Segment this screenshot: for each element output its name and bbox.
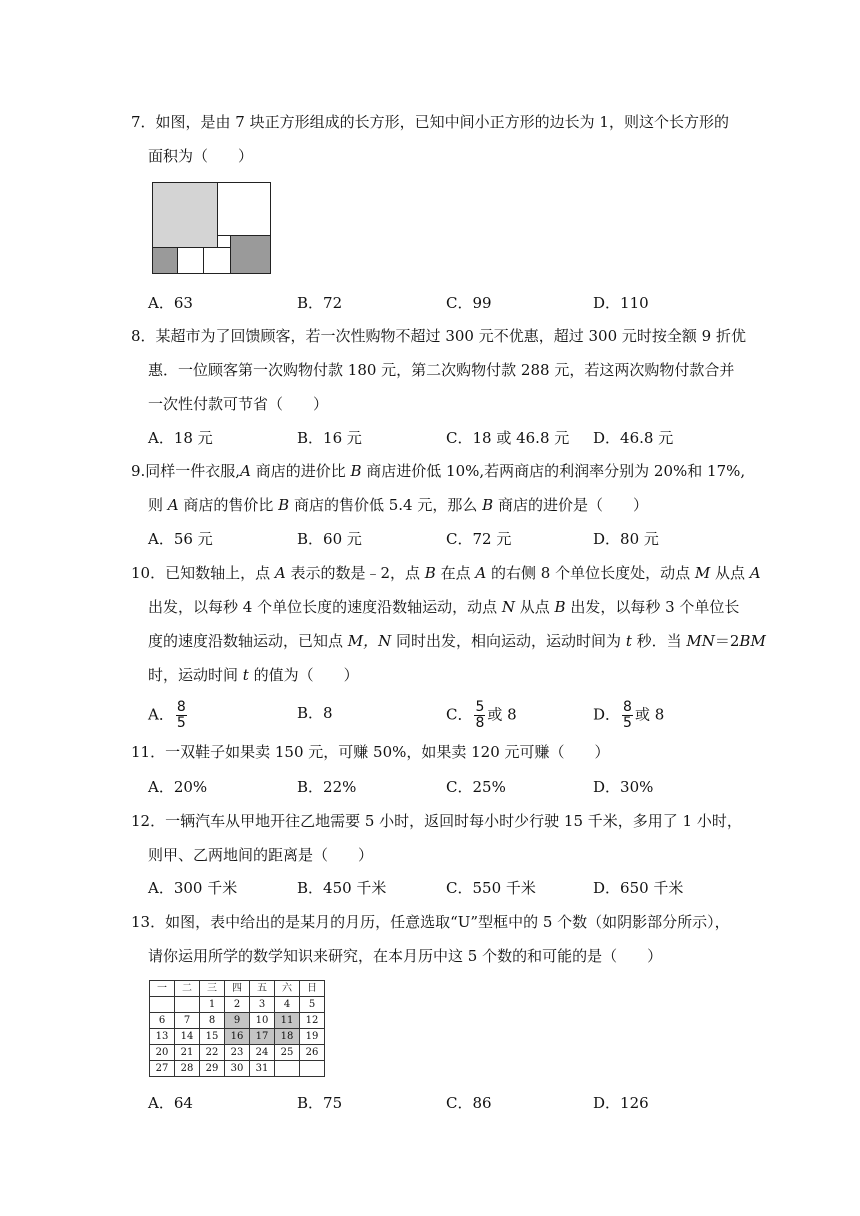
calendar-day-cell: 24 (250, 1045, 275, 1061)
q9-option-b: B．60 元 (297, 530, 362, 548)
q11-option-d: D．30% (593, 778, 654, 796)
rectangle-figure (152, 182, 271, 274)
q13-option-c: C．86 (446, 1094, 492, 1112)
q11-stem-line1: 11．一双鞋子如果卖 150 元，可赚 50%，如果卖 120 元可赚（ ） (131, 743, 610, 761)
calendar-day-cell: 18 (275, 1029, 300, 1045)
q12-option-b: B．450 千米 (297, 879, 387, 897)
q13-option-a: A．64 (148, 1094, 193, 1112)
calendar-week-row (150, 1013, 325, 1029)
q7-option-d: D．110 (593, 294, 649, 312)
calendar-header-row (150, 981, 325, 997)
calendar-day-cell (150, 997, 175, 1013)
calendar-day-cell: 11 (275, 1013, 300, 1029)
calendar-weekday: 日 (300, 981, 325, 997)
q12-option-c: C．550 千米 (446, 879, 536, 897)
q10-stem-line3: 度的速度沿数轴运动，已知点 M，N 同时出发，相向运动，运动时间为 t 秒．当 MN＝2BM (148, 632, 766, 650)
q10-option-d: D． $\frac{8}{5}$ 或 8 (593, 699, 665, 731)
calendar-day-cell: 23 (225, 1045, 250, 1061)
q12-option-a: A．300 千米 (148, 879, 238, 897)
q9-option-d: D．80 元 (593, 530, 659, 548)
calendar-week-row (150, 997, 325, 1013)
calendar-day-cell: 4 (275, 997, 300, 1013)
calendar-day-cell: 19 (300, 1029, 325, 1045)
q7-option-a: A．63 (148, 294, 193, 312)
q7-option-b: B．72 (297, 294, 343, 312)
calendar-day-cell: 15 (200, 1029, 225, 1045)
q7-stem-line2: 面积为（ ） (148, 147, 254, 165)
q7-stem-line1: 7．如图，是由 7 块正方形组成的长方形，已知中间小正方形的边长为 1，则这个长方形的 (131, 113, 729, 131)
calendar-day-cell: 12 (300, 1013, 325, 1029)
q12-stem-line1: 12．一辆汽车从甲地开往乙地需要 5 小时，返回时每小时少行驶 15 千米，多用了 1 小时， (131, 812, 742, 830)
calendar-day-cell: 21 (175, 1045, 200, 1061)
q10-stem-line4: 时，运动时间 t 的值为（ ） (148, 666, 359, 684)
q13-option-d: D．126 (593, 1094, 649, 1112)
calendar-weekday: 六 (275, 981, 300, 997)
calendar-day-cell: 9 (225, 1013, 250, 1029)
calendar-day-cell: 30 (225, 1061, 250, 1077)
q8-option-b: B．16 元 (297, 429, 362, 447)
calendar-day-cell: 13 (150, 1029, 175, 1045)
calendar-day-cell: 31 (250, 1061, 275, 1077)
calendar-weekday: 一 (150, 981, 175, 997)
square-bottom-mid2 (203, 247, 231, 274)
q13-stem-line1: 13．如图，表中给出的是某月的月历，任意选取“U”型框中的 5 个数（如阴影部分所示）， (131, 913, 730, 931)
month-calendar-table (149, 980, 325, 1077)
calendar-day-cell: 16 (225, 1029, 250, 1045)
calendar-weekday: 二 (175, 981, 200, 997)
calendar-day-cell: 22 (200, 1045, 225, 1061)
square-bottom-mid1 (177, 247, 204, 274)
calendar-weekday: 五 (250, 981, 275, 997)
calendar-day-cell: 25 (275, 1045, 300, 1061)
square-bottom-right-shaded (230, 235, 271, 274)
calendar-day-cell: 17 (250, 1029, 275, 1045)
q13-option-b: B．75 (297, 1094, 343, 1112)
q8-stem-line1: 8．某超市为了回馈顾客，若一次性购物不超过 300 元不优惠，超过 300 元时按全额 9 折优 (131, 327, 746, 345)
calendar-day-cell (300, 1061, 325, 1077)
q13-stem-line2: 请你运用所学的数学知识来研究，在本月历中这 5 个数的和可能的是（ ） (148, 947, 663, 965)
q8-option-c: C．18 或 46.8 元 (446, 429, 570, 447)
calendar-week-row (150, 1029, 325, 1045)
calendar-week-row (150, 1045, 325, 1061)
square-large-shaded (152, 182, 218, 248)
calendar-day-cell: 3 (250, 997, 275, 1013)
calendar-week-row (150, 1061, 325, 1077)
calendar-weekday: 三 (200, 981, 225, 997)
q8-option-d: D．46.8 元 (593, 429, 674, 447)
calendar-day-cell: 1 (200, 997, 225, 1013)
q8-option-a: A．18 元 (148, 429, 213, 447)
calendar-day-cell: 7 (175, 1013, 200, 1029)
calendar-day-cell: 28 (175, 1061, 200, 1077)
q10-stem-line1: 10．已知数轴上，点 A 表示的数是﹣2，点 B 在点 A 的右侧 8 个单位长度处，动点 M 从点 A (131, 564, 761, 582)
calendar-day-cell: 8 (200, 1013, 225, 1029)
calendar-day-cell (275, 1061, 300, 1077)
q9-option-a: A．56 元 (148, 530, 213, 548)
q11-option-c: C．25% (446, 778, 506, 796)
calendar-day-cell: 26 (300, 1045, 325, 1061)
calendar-day-cell: 5 (300, 997, 325, 1013)
q9-stem-line1: 9.同样一件衣服,A 商店的进价比 B 商店进价低 10%,若两商店的利润率分别为 20%和 17%, (131, 462, 746, 480)
calendar-day-cell: 27 (150, 1061, 175, 1077)
q11-option-b: B．22% (297, 778, 357, 796)
fraction-8-5: $\frac{8}{5}$ (176, 699, 186, 731)
calendar-day-cell: 29 (200, 1061, 225, 1077)
calendar-day-cell: 6 (150, 1013, 175, 1029)
fraction-5-8: $\frac{5}{8}$ (475, 699, 485, 731)
q10-stem-line2: 出发，以每秒 4 个单位长度的速度沿数轴运动，动点 N 从点 B 出发，以每秒 3 个单位长 (148, 598, 740, 616)
q12-stem-line2: 则甲、乙两地间的距离是（ ） (148, 846, 374, 864)
calendar-day-cell (175, 997, 200, 1013)
calendar-day-cell: 2 (225, 997, 250, 1013)
calendar-day-cell: 14 (175, 1029, 200, 1045)
q10-option-b: B．8 (297, 704, 333, 722)
q8-stem-line2: 惠．一位顾客第一次购物付款 180 元，第二次购物付款 288 元，若这两次购物付款合并 (148, 361, 735, 379)
q10-option-a: A． $\frac{8}{5}$ (148, 699, 186, 731)
square-top-right (217, 182, 271, 236)
calendar-weekday: 四 (225, 981, 250, 997)
square-bottom-left-shaded (152, 247, 178, 274)
q8-stem-line3: 一次性付款可节省（ ） (148, 395, 329, 413)
q9-stem-line2: 则 A 商店的售价比 B 商店的售价低 5.4 元，那么 B 商店的进价是（ ） (148, 496, 648, 514)
q7-option-c: C．99 (446, 294, 492, 312)
q11-option-a: A．20% (148, 778, 208, 796)
calendar-day-cell: 20 (150, 1045, 175, 1061)
q12-option-d: D．650 千米 (593, 879, 684, 897)
calendar-day-cell: 10 (250, 1013, 275, 1029)
q10-option-c: C． $\frac{5}{8}$ 或 8 (446, 699, 517, 731)
fraction-8-5: $\frac{8}{5}$ (623, 699, 632, 731)
q9-option-c: C．72 元 (446, 530, 512, 548)
